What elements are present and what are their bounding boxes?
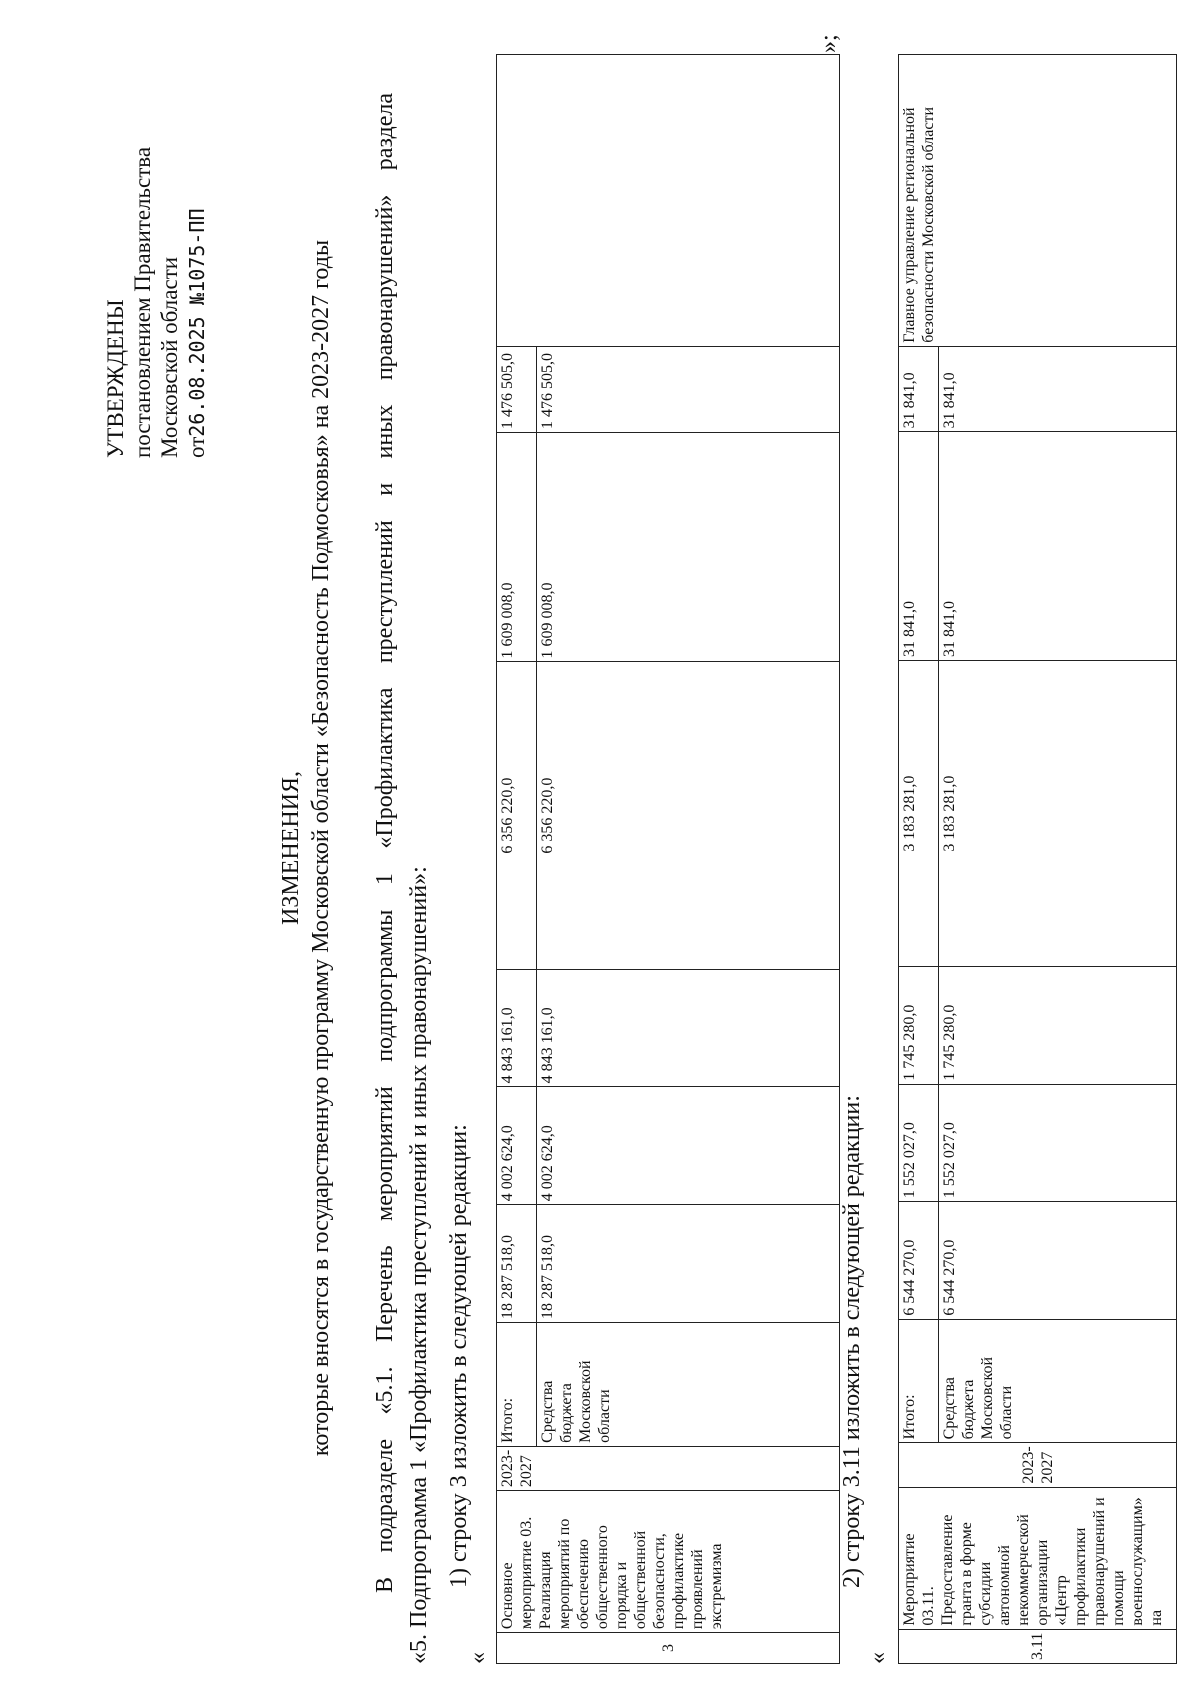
item2-budget-2025: 3 183 281,0 [939, 661, 1177, 967]
item2-budget-2026: 31 841,0 [939, 432, 1177, 661]
item1-table [496, 54, 840, 1664]
item2-total-2024: 1 745 280,0 [899, 967, 939, 1084]
item2-table [898, 54, 1177, 1664]
item2-budget-2023: 1 552 027,0 [939, 1084, 1177, 1201]
item2-budget-2024: 1 745 280,0 [939, 967, 1177, 1084]
item2-activity-name: Мероприятие 03.11. Предоставление гранта в форме субсидии автономной некоммерческой организации «Центр профилактики правонарушений и помощи военнослужащим» на [899, 1487, 1177, 1629]
item2-period: 2023-2027 [899, 1443, 1177, 1487]
approval-date: 26.08.2025 [185, 316, 209, 437]
approval-stamp [102, 147, 211, 458]
intro-line1: В подразделе «5.1. Перечень мероприятий подпрограммы 1 «Профилактика преступлений и иных правонарушений» раздела [372, 93, 398, 1593]
item2-budget-2027: 31 841,0 [939, 346, 1177, 432]
approval-date-prefix: от [184, 436, 209, 458]
item1-total-sum: 18 287 518,0 [497, 1205, 537, 1323]
item1-source-total: Итого: [497, 1322, 537, 1446]
item1-total-2026: 1 609 008,0 [497, 433, 537, 662]
item2-row-number: 3.11 [899, 1629, 1177, 1663]
item1-total-2025: 6 356 220,0 [497, 662, 537, 969]
document-title: ИЗМЕНЕНИЯ, [278, 770, 304, 926]
item1-total-2027: 1 476 505,0 [497, 347, 537, 433]
item2-caption: 2) строку 3.11 изложить в следующей редакции: [839, 1095, 865, 1588]
item1-budget-2026: 1 609 008,0 [537, 433, 840, 662]
item2-source-total: Итого: [899, 1319, 939, 1443]
item2-total-2026: 31 841,0 [899, 432, 939, 661]
item1-row-total [497, 55, 537, 1664]
item1-close-quote: »; [816, 34, 842, 53]
item1-total-2023: 4 002 624,0 [497, 1087, 537, 1205]
item2-total-2025: 3 183 281,0 [899, 661, 939, 967]
rotated-document-page [10, 18, 1190, 1678]
approval-date-line [183, 147, 211, 458]
intro-line2: «5. Подпрограмма 1 «Профилактика преступлений и иных правонарушений»: [406, 866, 432, 1664]
item2-total-2023: 1 552 027,0 [899, 1084, 939, 1201]
item2-open-quote: « [865, 1652, 891, 1664]
item1-row-number: 3 [497, 1633, 840, 1664]
item1-total-2024: 4 843 161,0 [497, 969, 537, 1087]
item2-row-total [899, 55, 939, 1664]
item2-total-sum: 6 544 270,0 [899, 1202, 939, 1319]
item1-executor [497, 55, 840, 347]
item2-budget-sum: 6 544 270,0 [939, 1202, 1177, 1319]
approval-title: УТВЕРЖДЕНЫ [103, 299, 128, 458]
item1-open-quote: « [465, 1652, 491, 1664]
approval-number: №1075-ПП [185, 208, 209, 305]
item2-total-2027: 31 841,0 [899, 346, 939, 432]
item1-budget-2023: 4 002 624,0 [537, 1087, 840, 1205]
item1-source-budget: Средства бюджета Московской области [537, 1322, 840, 1446]
item1-budget-2024: 4 843 161,0 [537, 969, 840, 1087]
item1-budget-sum: 18 287 518,0 [537, 1205, 840, 1323]
item1-period: 2023-2027 [497, 1446, 840, 1490]
item2-source-budget: Средства бюджета Московской области [939, 1319, 1177, 1443]
document-subtitle: которые вносятся в государственную программу Московской области «Безопасность Подмосковья» на 2023-2027 годы [308, 239, 334, 1457]
item1-budget-2025: 6 356 220,0 [537, 662, 840, 969]
item1-caption: 1) строку 3 изложить в следующей редакции: [446, 1124, 472, 1588]
item1-activity-name: Основное мероприятие 03. Реализация мероприятий по обеспечению общественного порядка и общественной безопасности, профилактике проявлений экстремизма [497, 1491, 840, 1633]
approval-line2: Московской области [157, 256, 182, 458]
item2-executor: Главное управление региональной безопасности Московской области [899, 55, 1177, 347]
item1-budget-2027: 1 476 505,0 [537, 347, 840, 433]
approval-line1: постановлением Правительства [130, 146, 155, 458]
